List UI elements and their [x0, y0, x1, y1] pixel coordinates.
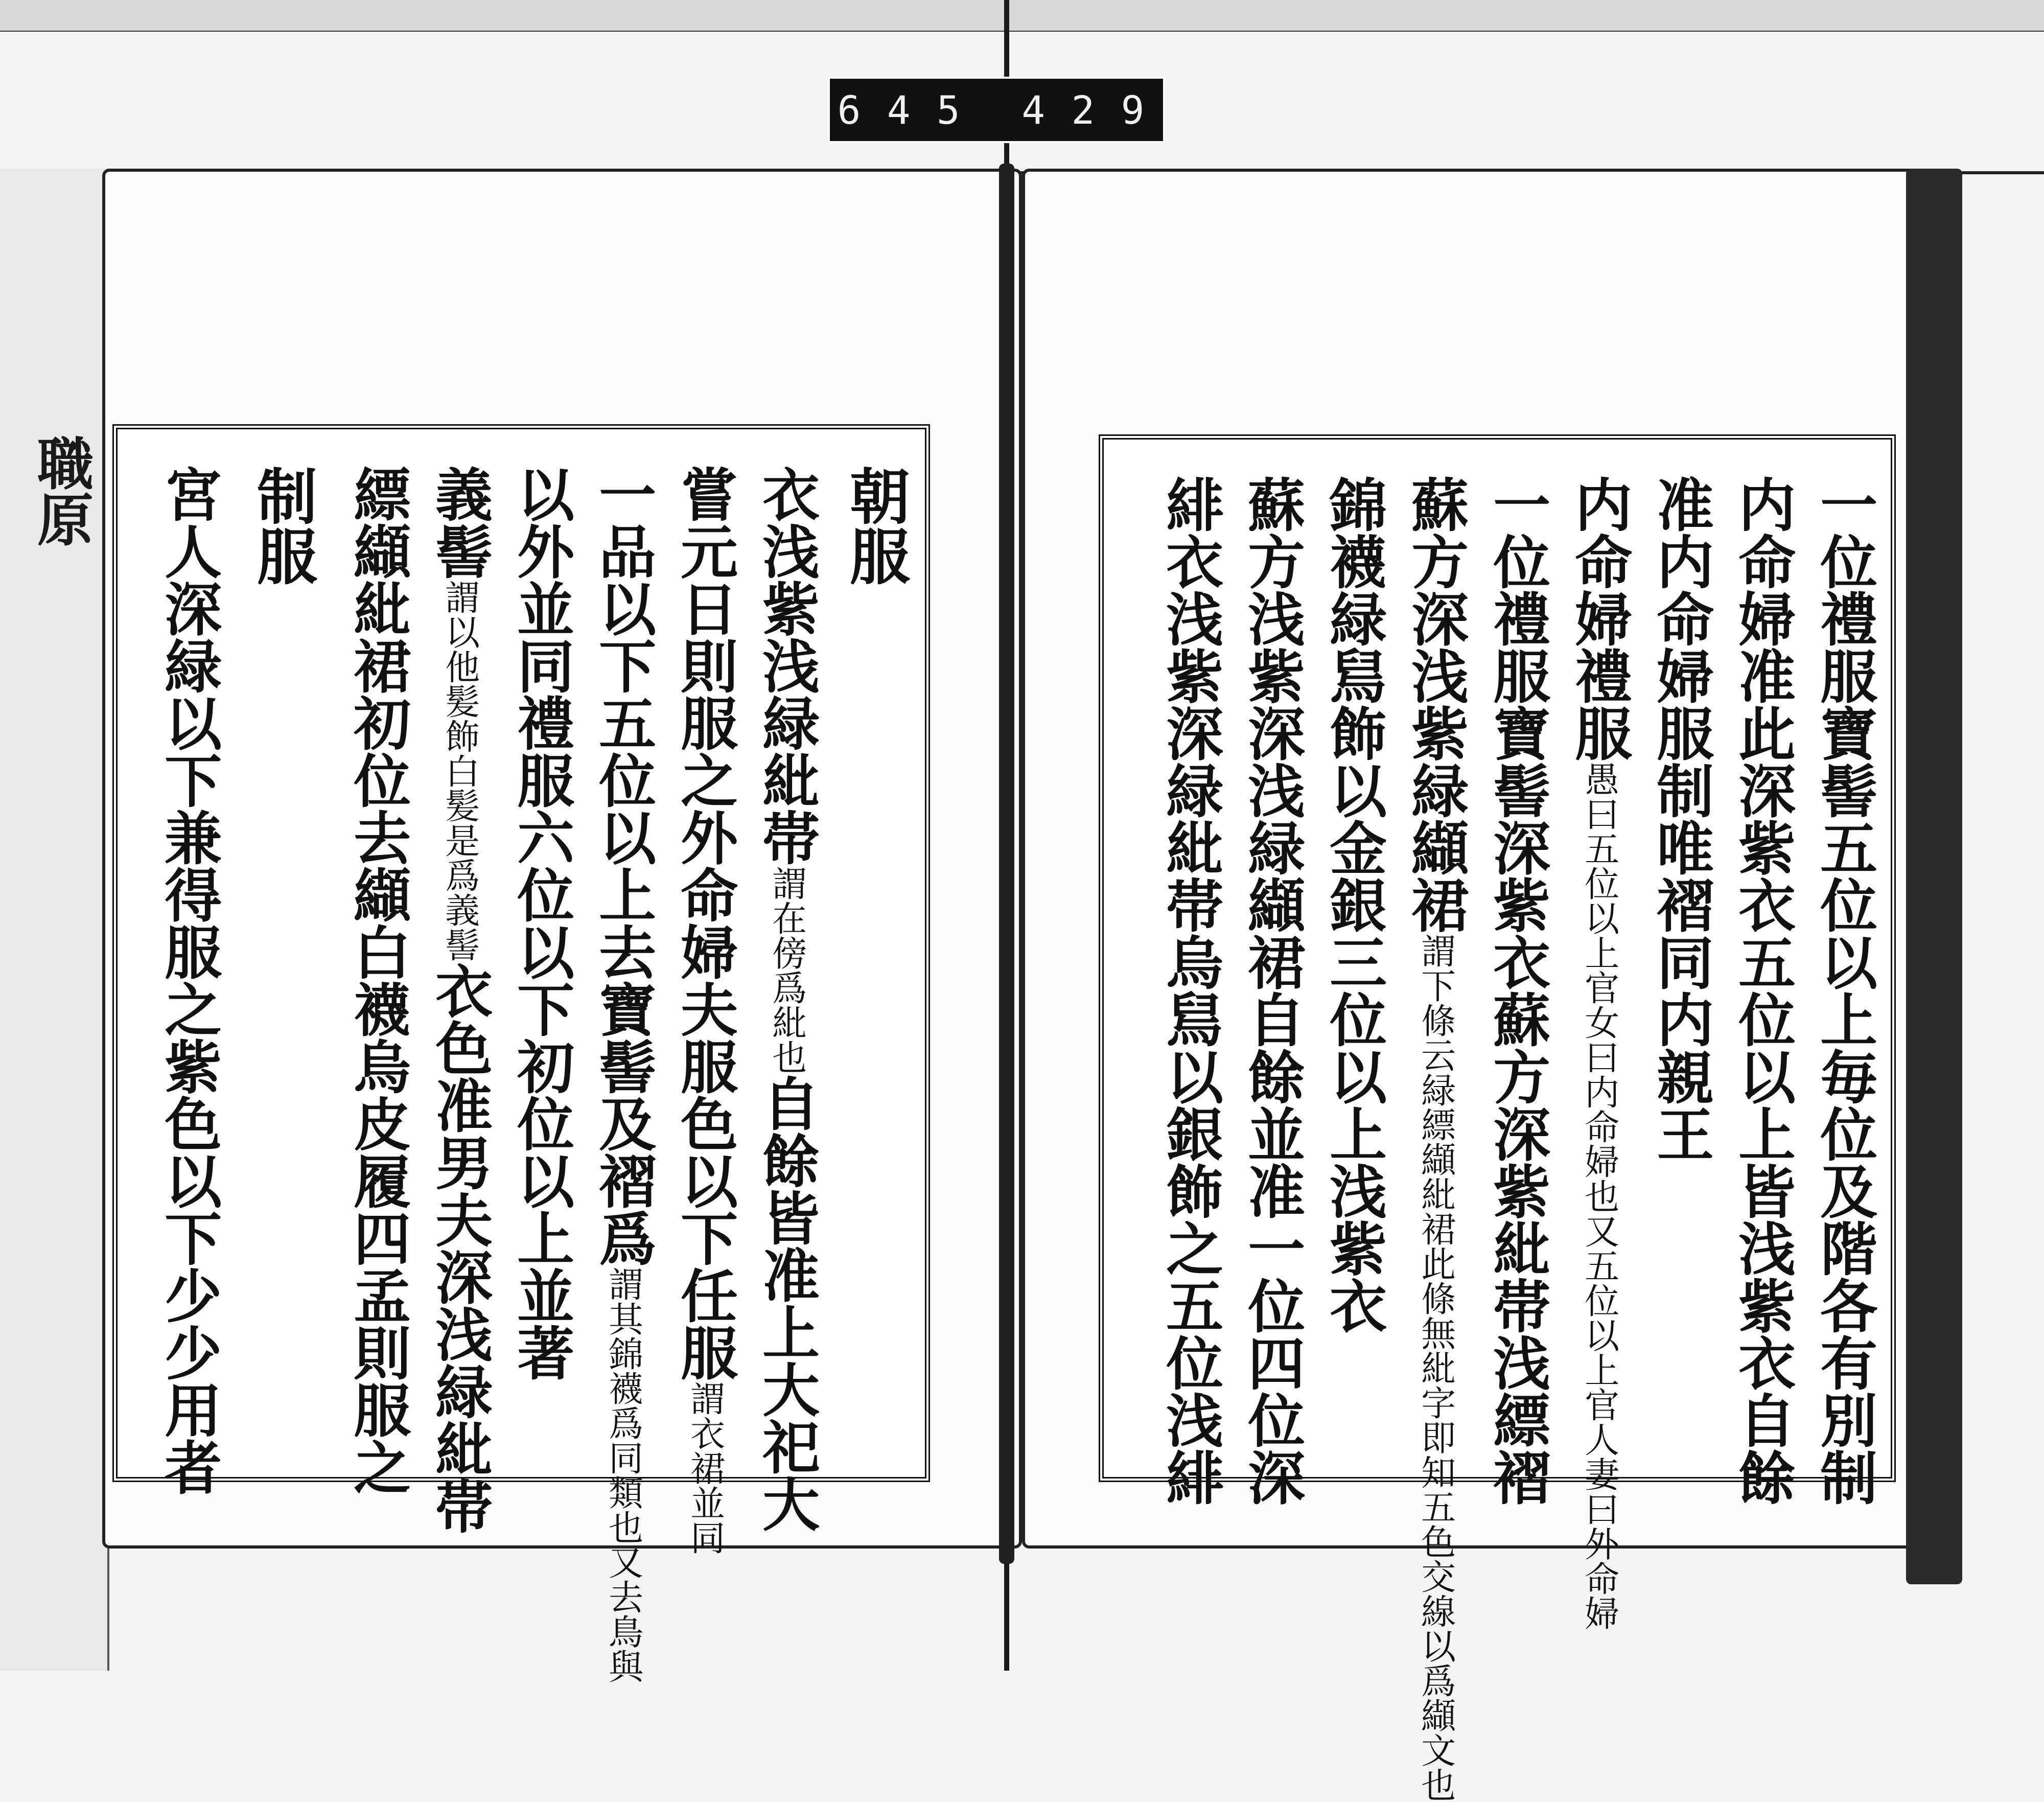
archive-digit: 6: [837, 87, 872, 133]
text-column: 義髻謂以他髪飾白髪是爲義髻衣色准男夫深浅緑紕帯: [426, 465, 493, 1534]
archive-digit: 5: [936, 87, 971, 133]
text-column: 一品以下五位以上去寶髻及褶爲謂其錦襪爲同類也又去鳥與: [589, 465, 657, 1683]
left-text-frame: [112, 424, 930, 1683]
archive-digit: 2: [1071, 87, 1106, 133]
archive-digit: 4: [887, 87, 922, 133]
text-column: 錦襪緑舃飾以金銀三位以上浅紫衣: [1320, 475, 1387, 1334]
archive-digit: 4: [1021, 87, 1057, 133]
archive-digit: 9: [1121, 87, 1156, 133]
text-column: 蘇方浅紫深浅緑纈裙自餘並准一位四位深: [1238, 475, 1306, 1506]
text-column: 内命婦准此深紫衣五位以上皆浅紫衣自餘: [1729, 475, 1796, 1506]
text-column: 以外並同禮服六位以下初位以上並著: [507, 465, 575, 1381]
text-column: 衣浅紫浅緑紕帯謂在傍爲紕也自餘皆准上大祀大: [753, 465, 820, 1532]
text-column: 縹纈紕裙初位去纈白襪烏皮履四孟則服之: [344, 465, 411, 1495]
text-column: 内命婦禮服愚曰五位以上官女曰内命婦也又五位以上官人妻曰外命婦: [1565, 475, 1633, 1630]
text-column: 蘇方深浅紫緑纈裙謂下條云緑縹纈紕裙此條無紕字即知五色交線以爲纈文也: [1402, 475, 1469, 1802]
right-page-edge: [1906, 169, 1962, 1584]
book-spine: [999, 164, 1014, 1564]
text-column: 嘗元日則服之外命婦夫服色以下任服謂衣裙並同: [671, 465, 738, 1555]
previous-page-edge: [0, 169, 109, 1671]
text-column: 緋衣浅紫深緑紕帯烏舃以銀飾之五位浅緋: [1156, 475, 1224, 1506]
section-heading: 朝服: [839, 465, 911, 586]
spine-title: 職原: [28, 434, 94, 547]
text-column: 宮人深緑以下兼得服之紫色以下少少用者: [155, 465, 222, 1495]
archive-number-label: [828, 77, 1165, 143]
right-text-frame: [1099, 434, 1896, 1802]
text-column: 一位禮服寶髻五位以上毎位及階各有別制: [1810, 475, 1878, 1506]
scan-top-band: [0, 0, 2044, 32]
section-heading: 制服: [246, 465, 318, 586]
text-column: 一位禮服寶髻深紫衣蘇方深紫紕帯浅縹褶: [1483, 475, 1551, 1506]
text-column: 准内命婦服制唯褶同内親王: [1647, 475, 1714, 1162]
